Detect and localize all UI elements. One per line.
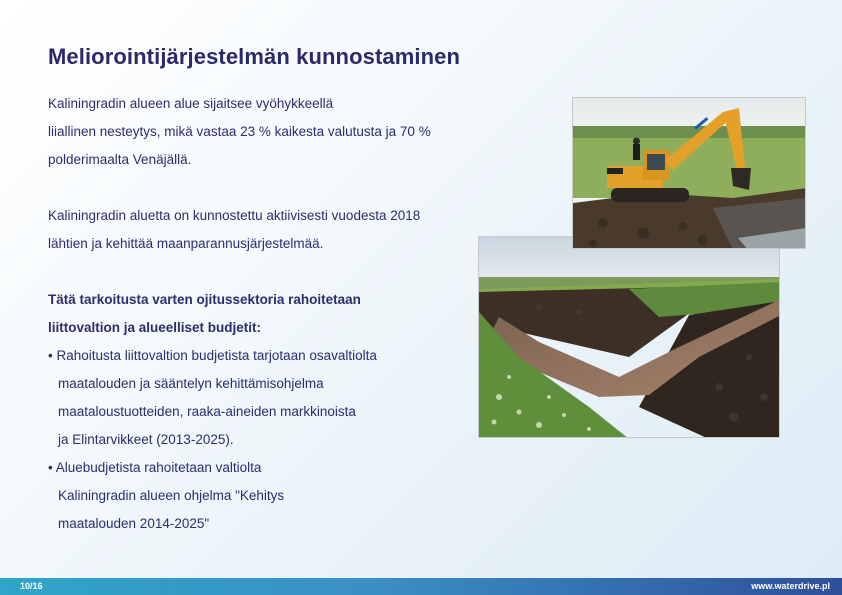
text-line: lähtien ja kehittää maanparannusjärjestelmää. (48, 236, 324, 251)
text-line: polderimaalta Venäjällä. (48, 152, 192, 167)
bullet-federal: • Rahoitusta liittovaltion budjetista tarjotaan osavaltiolta (48, 348, 377, 363)
footer-bar (0, 578, 842, 595)
bullet-regional-continued: maatalouden 2014-2025" (58, 516, 210, 531)
bullet-regional: • Aluebudjetista rahoitetaan valtiolta (48, 460, 262, 475)
text-line: Kaliningradin alueen alue sijaitsee vyöhykkeellä (48, 96, 334, 111)
bullet-federal-continued: ja Elintarvikkeet (2013-2025). (58, 432, 234, 447)
ditch-illustration (479, 237, 780, 438)
bullet-federal-continued: maatalouden ja sääntelyn kehittämisohjelma (58, 376, 324, 391)
paragraph-restoration (48, 208, 420, 264)
excavator-photo (572, 97, 806, 249)
page-number: 10/16 (20, 581, 43, 591)
paragraph-climate (48, 96, 431, 180)
text-line: liiallinen nesteytys, mikä vastaa 23 % kaikesta valutusta ja 70 % (48, 124, 431, 139)
funding-section (48, 292, 377, 544)
funding-heading-line: liittovaltion ja alueelliset budjetit: (48, 320, 262, 335)
website-link[interactable]: www.waterdrive.pl (751, 581, 830, 591)
bullet-federal-continued: maataloustuotteiden, raaka-aineiden markkinoista (58, 404, 356, 419)
excavator-illustration (573, 98, 806, 249)
text-line: Kaliningradin aluetta on kunnostettu aktiivisesti vuodesta 2018 (48, 208, 421, 223)
bullet-regional-continued: Kaliningradin alueen ohjelma "Kehitys (58, 488, 285, 503)
slide-title: Meliorointijärjestelmän kunnostaminen (48, 44, 460, 69)
funding-heading-line: Tätä tarkoitusta varten ojitussektoria rahoitetaan (48, 292, 361, 307)
ditch-photo (478, 236, 780, 438)
